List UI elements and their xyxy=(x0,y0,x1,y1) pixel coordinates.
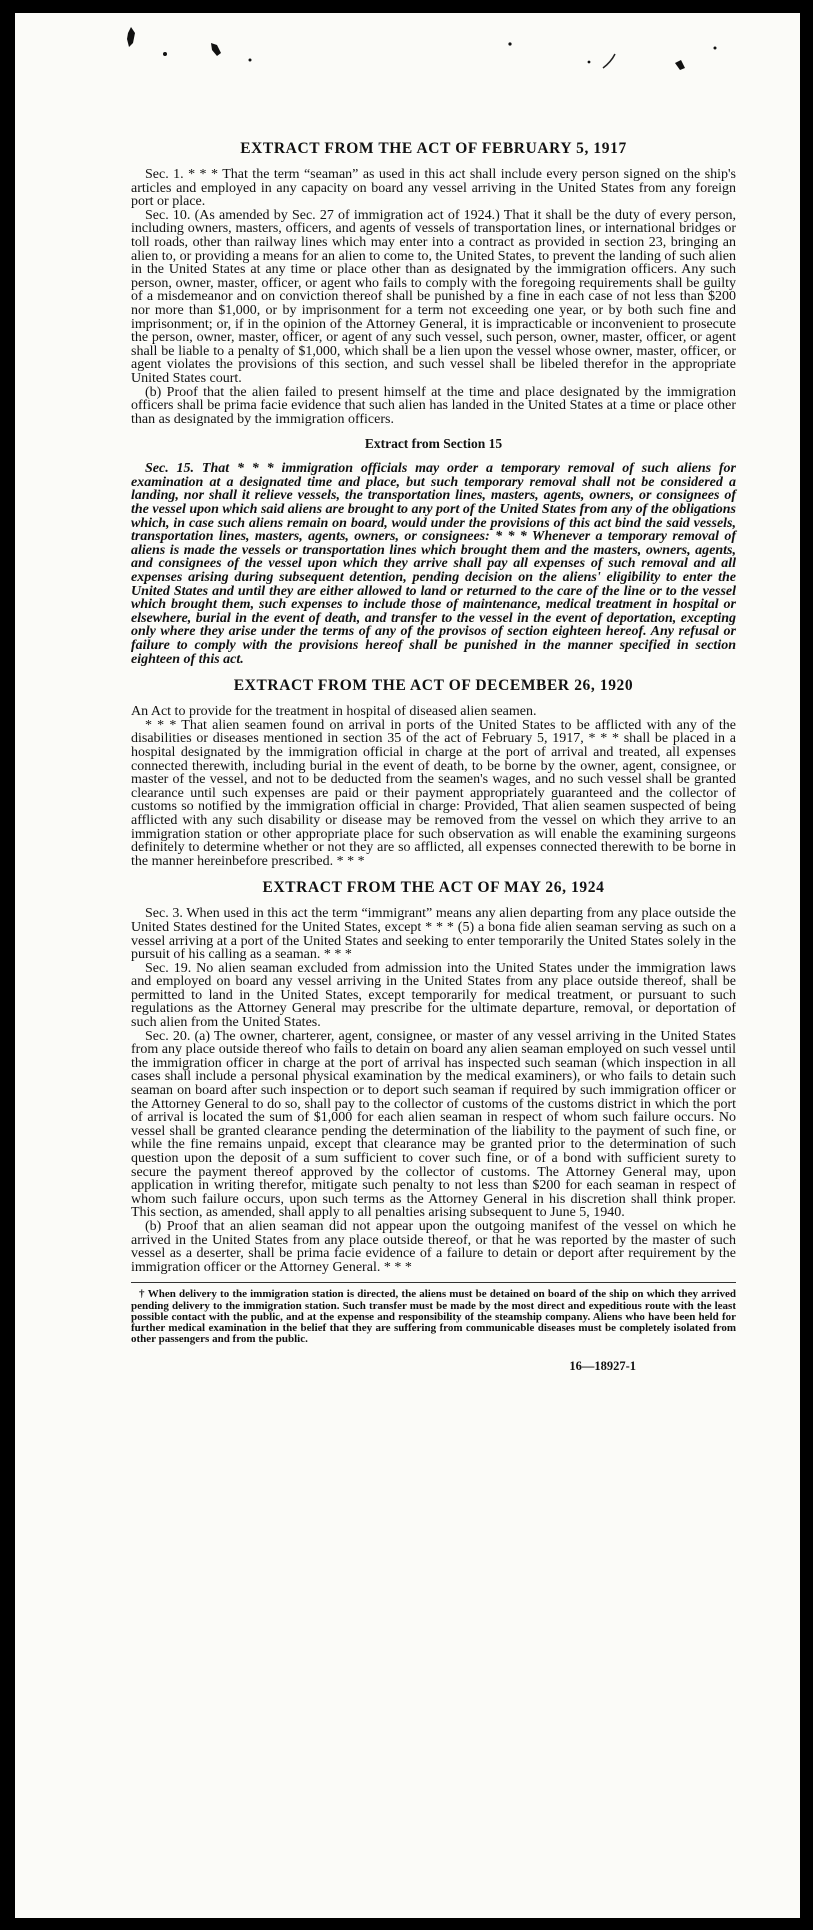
paragraph-sec-20: Sec. 20. (a) The owner, charterer, agent, consignee, or master of any vessel arriving in the United States from any place outside thereof who fails to detain on board any alien seaman employed on such vessel until the immigration officer in charge at the port of arrival has inspected such seaman (which inspection in all cases shall include a personal physical examination by the medical examiners), or who fails to detain such seaman on board after such inspection or to deport such seaman if required by such immigration officer or the Attorney General to do so, shall pay to the collector of customs of the customs district in which the port of arrival is located the sum of $1,000 for each alien seaman in respect of whom such failure occurs. No vessel shall be granted clearance pending the determination of the liability to the payment of such fine, or while the fine remains unpaid, except that clearance may be granted prior to the determination of such question upon the deposit of a sum sufficient to cover such fine, or of a bond with sufficient surety to secure the payment thereof approved by the collector of customs. The Attorney General may, upon application in writing therefor, mitigate such penalty to not less than $200 for each seaman in respect of whom such failure occurs, upon such terms as the Attorney General in his discretion shall think proper. This section, as amended, shall apply to all penalties arising subsequent to June 5, 1940. xyxy=(131,1028,736,1221)
document-body xyxy=(131,140,736,1374)
footnote-divider xyxy=(131,1282,736,1283)
heading-act-1920: EXTRACT FROM THE ACT OF DECEMBER 26, 1920 xyxy=(233,677,634,695)
paragraph-sec-20-b: (b) Proof that an alien seaman did not appear upon the outgoing manifest of the vessel on which he arrived in the United States from any place outside thereof, or that he was reported by the master of such vessel as a deserter, shall be prima facie evidence of a failure to detain or deport after requirement by the immigration officer or the Attorney General. * * * xyxy=(131,1218,736,1275)
footnote: † When delivery to the immigration station is directed, the aliens must be detained on board of the ship on which they arrived pending delivery to the immigration station. Such transfer must be made by the most direct and expeditious route with the least possible contact with the public, and at the expense and responsibility of the steamship company. Aliens who have been held for further medical examination in the belief that they are suffering from communicable diseases must be completely isolated from other passengers and from the public. xyxy=(131,1288,736,1346)
paragraph-proof-b: (b) Proof that the alien failed to present himself at the time and place designated by the immigration officers shall be prima facie evidence that such alien has landed in the United States at a time or place other than as designated by the immigration officers. xyxy=(131,384,736,427)
document-page xyxy=(15,13,800,1918)
paragraph-sec-15: Sec. 15. That * * * immigration officials may order a temporary removal of such aliens for examination at a designated time and place, but such temporary removal shall not be considered a landing, nor shall it relieve vessels, the transportation lines, masters, agents, owners, or consignees of the vessel upon which said aliens are brought to any port of the United States from any of the obligations which, in case such aliens remain on board, would under the provisions of this act bind the said vessels, transportation lines, masters, agents, owners, or consignees: * * * Whenever a temporary removal of aliens is made the vessels or transportation lines which brought them and the masters, owners, agents, and consignees of the vessel upon which they arrive shall pay all expenses of such removal and all expenses arising during subsequent detention, pending decision on the aliens' eligibility to enter the United States and until they are either allowed to land or returned to the care of the line or to the vessel which brought them, such expenses to include those of maintenance, medical treatment in hospital or elsewhere, burial in the event of death, and transfer to the vessel in the event of deportation, excepting only where they arise under the terms of any of the provisos of section eighteen hereof. Any refusal or failure to comply with the provisions hereof shall be punished in the manner specified in section eighteen of this act. xyxy=(131,461,736,667)
paragraph-alien-seamen: * * * That alien seamen found on arrival in ports of the United States to be afflicted with any of the disabilities or diseases mentioned in section 35 of the act of February 5, 1917, * * * shall be placed in a hospital designated by the immigration official in charge at the port of arrival and treated, all expenses connected therewith, including burial in the event of death, to be borne by the owner, agent, consignee, or master of the vessel, and not to be deducted from the seamen's wages, and no such vessel shall be granted clearance until such expenses are paid or their payment appropriately guaranteed and the collector of customs so notified by the immigration official in charge: Provided, That alien seamen suspected of being afflicted with any such disability or disease may be removed from the vessel on which they arrive to an immigration station or other appropriate place for such observation as will enable the examining surgeons definitely to determine whether or not they are so afflicted, all expenses connected therewith to be borne in the manner hereinbefore prescribed. * * * xyxy=(131,717,736,869)
paragraph-sec-19: Sec. 19. No alien seaman excluded from admission into the United States under the immigration laws and employed on board any vessel arriving in the United States from any place outside thereof, shall be permitted to land in the United States, except temporarily for medical treatment, or pursuant to such regulations as the Attorney General may prescribe for the ultimate departure, removal, or deportation of such alien from the United States. xyxy=(131,960,736,1031)
heading-act-1924: EXTRACT FROM THE ACT OF MAY 26, 1924 xyxy=(262,879,605,897)
paragraph-sec-10: Sec. 10. (As amended by Sec. 27 of immigration act of 1924.) That it shall be the duty of every person, including owners, masters, officers, and agents of vessels of transportation lines, or international bridges or toll roads, other than railway lines which may enter into a contract as provided in section 23, bringing an alien to, or providing a means for an alien to come to, the United States, to prevent the landing of such alien in the United States at any time or place other than as designated by the immigration officers. Any such person, owner, master, officer, or agent who fails to comply with the foregoing requirements shall be guilty of a misdemeanor and on conviction thereof shall be punished by a fine in each case of not less than $200 nor more than $1,000, or by imprisonment for a term not exceeding one year, or by both such fine and imprisonment; or, if in the opinion of the Attorney General, it is impracticable or inconvenient to prosecute the person, owner, master, officer, or agent of any such vessel, such person, owner, master, officer, or agent shall be liable to a penalty of $1,000, which shall be a lien upon the vessel whose owner, master, officer, or agent violates the provisions of this section, and such vessel shall be libeled therefor in the appropriate United States court. xyxy=(131,207,736,386)
document-number: 16—18927-1 xyxy=(569,1359,636,1374)
paragraph-sec-3: Sec. 3. When used in this act the term “immigrant” means any alien departing from any place outside the United States destined for the United States, except * * * (5) a bona fide alien seaman serving as such on a vessel arriving at a port of the United States and seeking to enter temporarily the United States solely in the pursuit of his calling as a seaman. * * * xyxy=(131,906,736,963)
subheading-section-15: Extract from Section 15 xyxy=(364,436,503,452)
paragraph-act-title: An Act to provide for the treatment in hospital of diseased alien seamen. xyxy=(131,704,537,720)
heading-act-1917: EXTRACT FROM THE ACT OF FEBRUARY 5, 1917 xyxy=(240,140,627,157)
scan-marks xyxy=(15,13,800,93)
paragraph-sec-1: Sec. 1. * * * That the term “seaman” as used in this act shall include every person signed on the ship's articles and employed in any capacity on board any vessel arriving in the United States from any foreign port or place. xyxy=(131,167,736,210)
